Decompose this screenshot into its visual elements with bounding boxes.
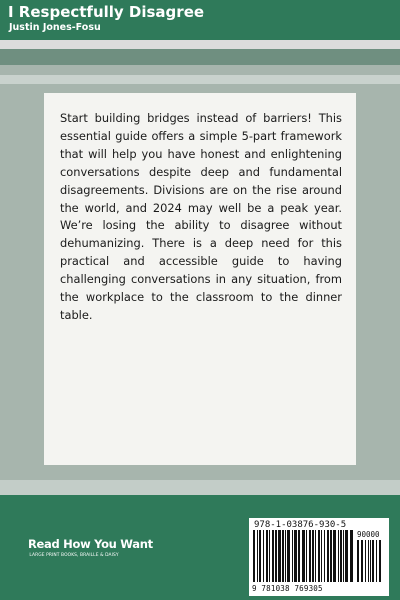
- barcode-bar: [318, 530, 320, 582]
- barcode-bar: [302, 530, 305, 582]
- barcode-bar: [327, 530, 329, 582]
- barcode-icon: [253, 530, 353, 582]
- barcode-bar: [345, 530, 348, 582]
- publisher-logo: [28, 537, 153, 571]
- barcode-area: [249, 518, 389, 596]
- decorative-band: [0, 480, 400, 495]
- barcode-bar: [269, 530, 270, 582]
- barcode-bar: [287, 530, 290, 582]
- barcode-addon-bar: [365, 540, 366, 582]
- publisher-name: Read How You Want: [28, 537, 153, 551]
- barcode-addon-bar: [376, 540, 377, 582]
- barcode-addon-bar: [357, 540, 359, 582]
- barcode-bar: [309, 530, 311, 582]
- blurb-panel: [44, 93, 356, 465]
- barcode-addon-bar: [368, 540, 369, 582]
- publisher-tagline: LARGE PRINT BOOKS, BRAILLE & DAISY: [29, 553, 119, 558]
- price-code: 90000: [357, 530, 380, 539]
- barcode-bar: [330, 530, 332, 582]
- barcode-bar: [278, 530, 281, 582]
- barcode-digits: 9 781038 769305: [252, 584, 323, 593]
- barcode-bar: [315, 530, 316, 582]
- book-title: I Respectfully Disagree: [8, 3, 205, 21]
- barcode-bar: [306, 530, 307, 582]
- barcode-bar: [257, 530, 258, 582]
- barcode-bar: [292, 530, 293, 582]
- barcode-bar: [321, 530, 322, 582]
- barcode-bar: [285, 530, 286, 582]
- barcode-addon-bar: [372, 540, 374, 582]
- barcode-addon-bar: [361, 540, 363, 582]
- barcode-bar: [253, 530, 255, 582]
- barcode-bar: [272, 530, 274, 582]
- barcode-addon-bar: [379, 540, 381, 582]
- barcode-bar: [259, 530, 261, 582]
- decorative-stripe: [0, 49, 400, 65]
- barcode-bar: [343, 530, 344, 582]
- barcode-bar: [324, 530, 325, 582]
- isbn-label: 978-1-03876-930-5: [254, 520, 347, 530]
- barcode-bar: [263, 530, 264, 582]
- decorative-stripe: [0, 65, 400, 75]
- barcode-bar: [282, 530, 284, 582]
- barcode-bar: [275, 530, 277, 582]
- barcode-addon-icon: [357, 540, 383, 582]
- barcode-bar: [294, 530, 297, 582]
- book-description: Start building bridges instead of barriers! This essential guide offers a simple 5-part framework that will help you have honest and enlightening conversations despite deep and fundamental disagreements. Divisions are on the rise around the world, and 2024 may well be a peak year. We’re losing the ability to disagree without dehumanizing. There is a deep need for this practical and accessible guide to having challenging conversations in any situation, from the workplace to the classroom to the dinner table.: [60, 111, 342, 322]
- barcode-addon-bar: [370, 540, 371, 582]
- barcode-bar: [338, 530, 339, 582]
- book-author: Justin Jones-Fosu: [9, 22, 101, 33]
- barcode-bar: [266, 530, 268, 582]
- barcode-bar: [350, 530, 353, 582]
- barcode-bar: [340, 530, 342, 582]
- decorative-stripe: [0, 75, 400, 84]
- barcode-bar: [312, 530, 314, 582]
- decorative-stripe: [0, 40, 400, 49]
- title-bar: [0, 0, 400, 40]
- barcode-bar: [333, 530, 336, 582]
- barcode-bar: [298, 530, 300, 582]
